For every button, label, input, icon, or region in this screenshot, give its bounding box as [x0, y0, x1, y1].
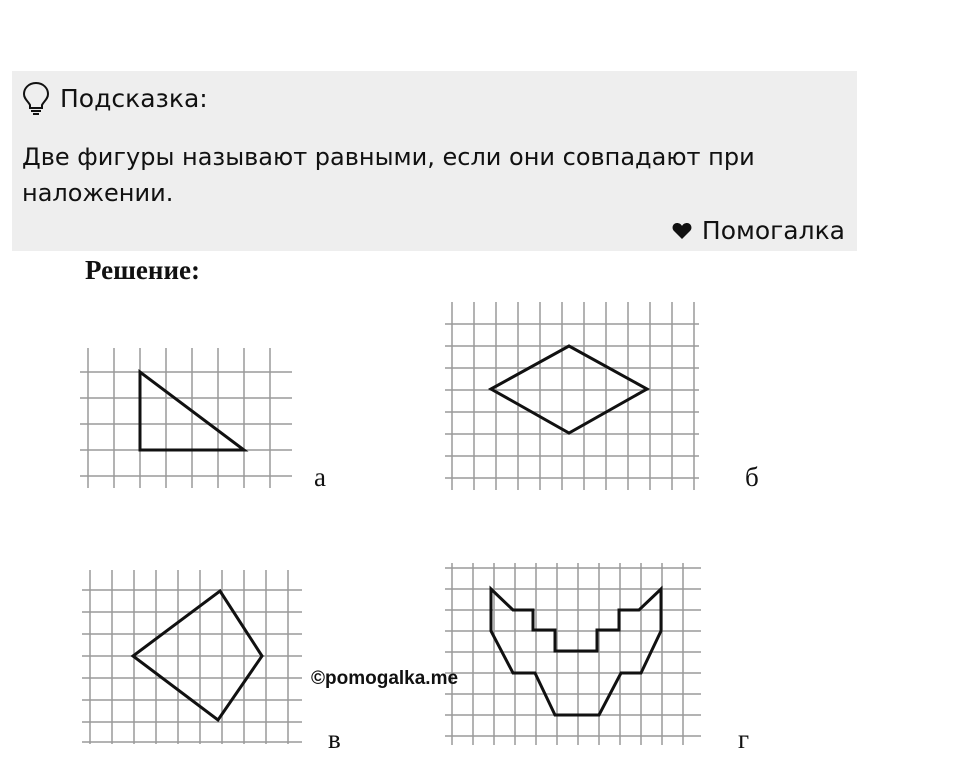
- hint-box: [12, 71, 857, 251]
- credit-label: Помогалка: [701, 216, 845, 245]
- grid-lines: [445, 563, 701, 745]
- figure-d-label: г: [738, 724, 750, 754]
- watermark: ©pomogalka.me: [311, 668, 459, 689]
- figure-a-label: а: [314, 462, 326, 492]
- hint-header: [22, 81, 208, 115]
- grid-lines: [82, 570, 302, 744]
- heart-icon: [672, 222, 692, 240]
- figure-b-grid: [445, 302, 700, 492]
- lightbulb-icon: [22, 81, 50, 115]
- figure-c-grid: [82, 570, 304, 746]
- hint-text: Две фигуры называют равными, если они совпадают при наложении.: [22, 143, 755, 207]
- grid-lines: [445, 302, 699, 490]
- figure-b-label: б: [745, 462, 759, 492]
- solution-title: Решение:: [85, 255, 200, 285]
- figure-c-label: в: [328, 724, 341, 754]
- grid-lines: [80, 348, 292, 488]
- figure-d-grid: [445, 563, 703, 747]
- hint-title: Подсказка:: [60, 83, 208, 113]
- credit[interactable]: [672, 216, 845, 245]
- figure-a-grid: [80, 348, 300, 490]
